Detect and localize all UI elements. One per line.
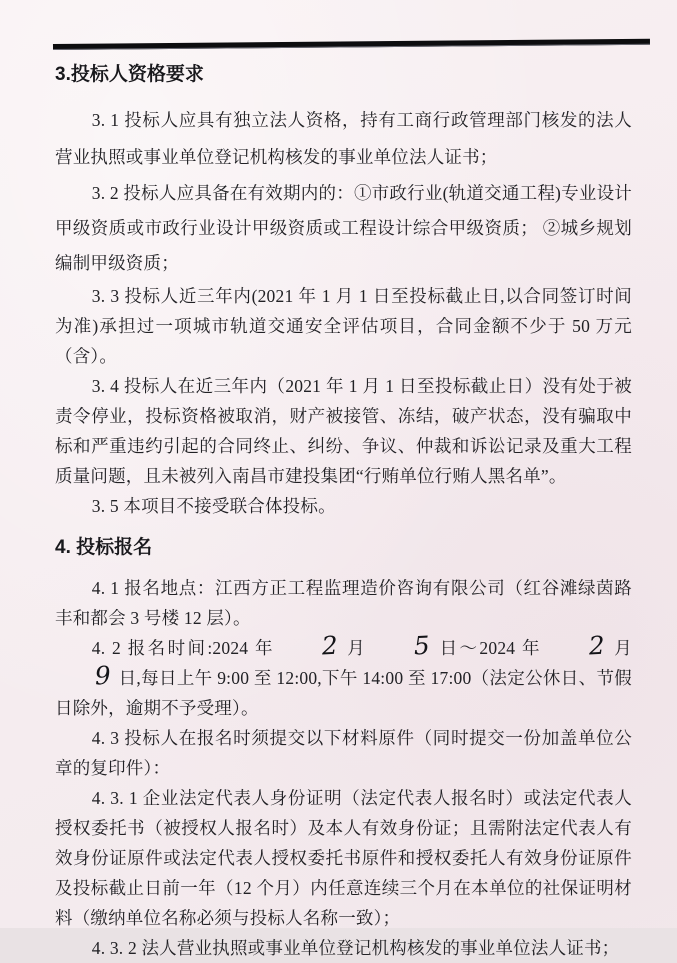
clause-3-3: 3. 3 投标人近三年内(2021 年 1 月 1 日至投标截止日,以合同签订时间为准)承担过一项城市轨道交通安全评估项目，合同金额不少于 50 万元（含）。 xyxy=(55,286,632,366)
section-4-heading: 4. 投标报名 xyxy=(55,537,153,558)
clause-3-4: 3. 4 投标人在近三年内（2021 年 1 月 1 日至投标截止日）没有处于被责令停业，投标资格被取消，财产被接管、冻结，破产状态，没有骗取中标和严重违约引起的合同终止、纠纷、争议、仲裁和诉讼记录及重大工程质量问题，且未被列入南昌市建投集团“行贿单位行贿人黑名单”。 xyxy=(55,376,632,486)
clause-4-2-mid-2: 日～2024 年 xyxy=(432,638,549,658)
clause-4-2 xyxy=(55,630,633,723)
clause-4-3: 4. 3 投标人在报名时须提交以下材料原件（同时提交一份加盖单位公章的复印件）： xyxy=(55,728,632,778)
clause-3-2: 3. 2 投标人应具备在有效期内的：①市政行业(轨道交通工程)专业设计甲级资质或市政行业设计甲级资质或工程设计综合甲级资质； ②城乡规划编制甲级资质； xyxy=(55,183,632,273)
clause-4-2-suffix: 日,每日上午 9:00 至 12:00,下午 14:00 至 17:00（法定公休日、节假日除外，逾期不予受理）。 xyxy=(55,668,632,718)
clause-4-3-1: 4. 3. 1 企业法定代表人身份证明（法定代表人报名时）或法定代表人授权委托书（被授权人报名时）及本人有效身份证；且需附法定代表人有效身份证原件或法定代表人授权委托书原件和授权委托人有效身份证原件及投标截止日前一年（12 个月）内任意连续三个月在本单位的社保证明材料（缴纳单位名称必须与投标人名称一致）； xyxy=(55,788,632,928)
clause-3-1: 3. 1 投标人应具有独立法人资格，持有工商行政管理部门核发的法人营业执照或事业单位登记机构核发的事业单位法人证书； xyxy=(55,110,632,167)
handwritten-day-1: 5 xyxy=(412,630,431,661)
handwritten-month-2: 2 xyxy=(587,630,606,661)
clause-4-1: 4. 1 报名地点：江西方正工程监理造价咨询有限公司（红谷滩绿茵路丰和都会 3 号楼 12 层）。 xyxy=(55,578,632,628)
clause-4-3-2: 4. 3. 2 法人营业执照或事业单位登记机构核发的事业单位法人证书； xyxy=(91,938,620,958)
clause-4-2-mid-1: 月 xyxy=(340,638,374,658)
clause-3-5: 3. 5 本项目不接受联合体投标。 xyxy=(91,496,336,516)
handwritten-day-2: 9 xyxy=(94,660,112,691)
section-3-heading: 3.投标人资格要求 xyxy=(55,64,204,85)
clause-4-2-mid-3: 月 xyxy=(607,638,633,658)
top-rule xyxy=(53,39,650,50)
document-content xyxy=(55,62,632,963)
handwritten-month-1: 2 xyxy=(320,630,339,661)
clause-4-2-prefix: 4. 2 报名时间:2024 年 xyxy=(91,638,282,658)
